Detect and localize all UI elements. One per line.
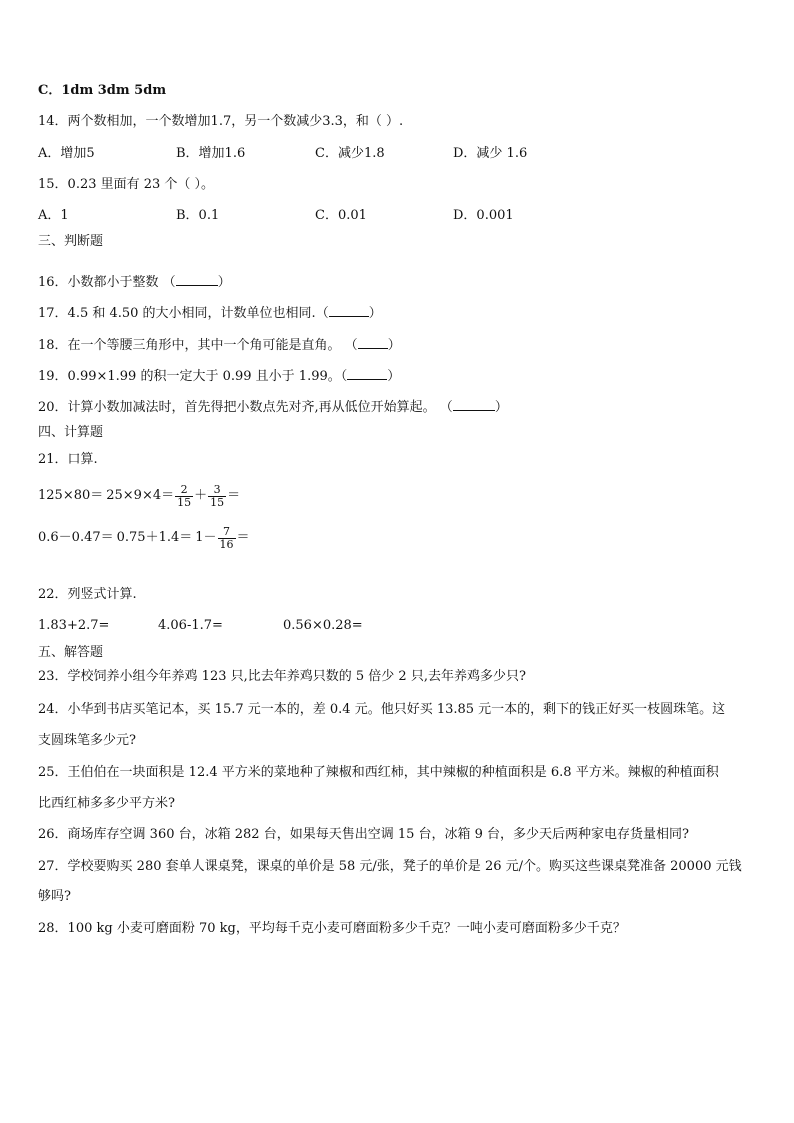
q25-line-1: 25．王伯伯在一块面积是 12.4 平方米的菜地种了辣椒和西红柿，其中辣椒的种植面积是 6.8 平方米。辣椒的种植面积 [38, 765, 719, 780]
q25-line-2: 比西红柿多多少平方米? [38, 796, 175, 811]
q21-expr-4: 0.6－0.47＝ [38, 530, 114, 545]
q20-text: 20．计算小数加减法时，首先得把小数点先对齐,再从低位开始算起。 （ [38, 400, 453, 415]
q14-option-b: B．增加1.6 [176, 146, 246, 161]
q24-line-1: 24．小华到书店买笔记本，买 15.7 元一本的，差 0.4 元。他只好买 13.85 元一本的，剩下的钱正好买一枝圆珠笔。这 [38, 702, 726, 717]
q21-fraction-3 [218, 526, 236, 551]
q21-expr-2: 25×9×4＝ [106, 488, 175, 503]
section-3-heading: 三、判断题 [38, 234, 104, 249]
q24-line-2: 支圆珠笔多少元? [38, 733, 136, 748]
q21-expr-1: 125×80＝ [38, 488, 104, 503]
q15-option-d: D．0.001 [453, 208, 514, 223]
q17 [38, 304, 382, 323]
plus-sign: ＋ [194, 488, 208, 503]
q22-item-1: 1.83+2.7= [38, 618, 110, 633]
q18-text: 18．在一个等腰三角形中，其中一个角可能是直角。 （ [38, 338, 358, 353]
q19-close: ） [387, 369, 401, 384]
q17-answer-blank[interactable] [329, 304, 369, 317]
q21-fraction-2 [208, 484, 226, 509]
q14-option-d: D．减少 1.6 [453, 146, 528, 161]
q22-item-3: 0.56×0.28= [283, 618, 363, 633]
q16-answer-blank[interactable] [176, 273, 218, 286]
q15-option-c: C．0.01 [315, 208, 367, 223]
q14-option-c: C．减少1.8 [315, 146, 385, 161]
section-5-heading: 五、解答题 [38, 645, 104, 660]
fraction-numerator: 3 [213, 482, 221, 496]
q21-fraction-1 [175, 484, 193, 509]
fraction-numerator: 7 [223, 524, 231, 538]
q22-stem: 22．列竖式计算. [38, 587, 137, 602]
q21-expr-5: 0.75＋1.4＝ [116, 530, 193, 545]
q20-answer-blank[interactable] [453, 398, 495, 411]
q13-option-c: C．1dm 3dm 5dm [38, 83, 167, 98]
q23: 23．学校饲养小组今年养鸡 123 只,比去年养鸡只数的 5 倍少 2 只,去年养鸡多少只? [38, 669, 526, 684]
q16-text: 16．小数都小于整数 （ [38, 275, 176, 290]
q19 [38, 367, 400, 386]
fraction-denominator: 16 [219, 537, 234, 551]
q17-text: 17．4.5 和 4.50 的大小相同，计数单位也相同.（ [38, 306, 329, 321]
q20 [38, 398, 508, 417]
q21-row-2 [38, 520, 250, 556]
q16-close: ） [217, 275, 231, 290]
fraction-denominator: 15 [210, 495, 225, 509]
q20-close: ） [494, 400, 508, 415]
q21-expr-6-prefix: 1－ [195, 530, 217, 545]
q18-answer-blank[interactable] [358, 336, 388, 349]
q21-row-1 [38, 478, 240, 514]
q17-close: ） [368, 306, 382, 321]
q14-stem: 14．两个数相加，一个数增加1.7，另一个数减少3.3，和（ ）. [38, 114, 404, 129]
fraction-numerator: 2 [180, 482, 188, 496]
q15-option-a: A．1 [38, 208, 69, 223]
q15-stem: 15．0.23 里面有 23 个（ ）。 [38, 177, 215, 192]
q28: 28．100 kg 小麦可磨面粉 70 kg，平均每千克小麦可磨面粉多少千克？一吨小麦可磨面粉多少千克？ [38, 921, 626, 936]
section-4-heading: 四、计算题 [38, 425, 104, 440]
equals-sign: ＝ [236, 530, 250, 545]
fraction-denominator: 15 [177, 495, 192, 509]
q27-line-1: 27．学校要购买 280 套单人课桌凳，课桌的单价是 58 元/张，凳子的单价是 26 元/个。购买这些课桌凳准备 20000 元钱 [38, 859, 742, 874]
q18 [38, 336, 401, 355]
q14-option-a: A．增加5 [38, 146, 95, 161]
q26: 26．商场库存空调 360 台，冰箱 282 台，如果每天售出空调 15 台，冰箱 9 台，多少天后两种家电存货量相同? [38, 827, 690, 842]
q22-item-2: 4.06-1.7= [158, 618, 223, 633]
q19-answer-blank[interactable] [347, 367, 387, 380]
q16 [38, 273, 231, 292]
equals-sign: ＝ [227, 488, 241, 503]
q21-stem: 21．口算. [38, 452, 98, 467]
q27-line-2: 够吗? [38, 889, 71, 904]
q18-close: ） [387, 338, 401, 353]
q19-text: 19．0.99×1.99 的积一定大于 0.99 且小于 1.99。（ [38, 369, 348, 384]
q15-option-b: B．0.1 [176, 208, 220, 223]
